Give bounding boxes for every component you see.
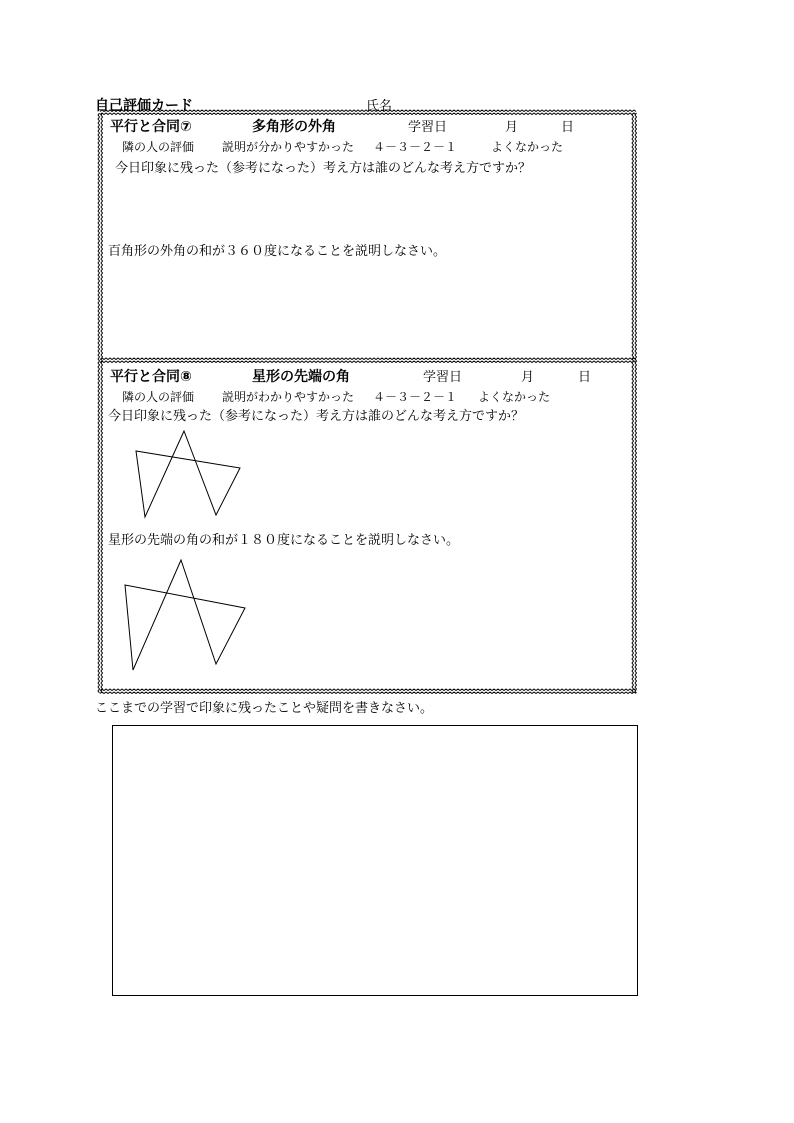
frame-right-wave bbox=[632, 113, 637, 693]
reflection-answer-box[interactable] bbox=[112, 725, 638, 996]
peer-eval-label-7: 隣の人の評価 bbox=[122, 140, 195, 154]
bad-label-8: よくなかった bbox=[478, 390, 551, 404]
reflection-prompt: ここまでの学習で印象に残ったことや疑問を書きなさい。 bbox=[95, 701, 434, 716]
topic-title-8: 星形の先端の角 bbox=[252, 369, 350, 385]
question-8: 今日印象に残った（参考になった）考え方は誰のどんな考え方ですか？ bbox=[108, 409, 525, 424]
star-diagram-1 bbox=[136, 431, 240, 517]
lesson-title-8: 平行と合同⑧ bbox=[110, 369, 192, 385]
bad-label-7: よくなかった bbox=[491, 140, 564, 154]
task-7: 百角形の外角の和が３６０度になることを説明しなさい。 bbox=[108, 244, 447, 259]
rating-scale-8: ４－３－２－１ bbox=[373, 390, 458, 404]
frame-bottom-wave bbox=[100, 689, 636, 694]
question-7: 今日印象に残った（参考になった）考え方は誰のどんな考え方ですか？ bbox=[115, 161, 532, 176]
date-label-8: 学習日 bbox=[423, 370, 463, 385]
peer-eval-label-8: 隣の人の評価 bbox=[122, 390, 195, 404]
task-8: 星形の先端の角の和が１８０度になることを説明しなさい。 bbox=[108, 533, 460, 548]
star-diagram-2 bbox=[125, 560, 245, 670]
month-label-8: 月 bbox=[521, 370, 535, 385]
month-label-7: 月 bbox=[505, 120, 519, 135]
good-label-7: 説明が分かりやすかった bbox=[222, 140, 355, 154]
rating-scale-7: ４－３－２－１ bbox=[373, 140, 458, 154]
name-label: 氏名 bbox=[366, 99, 393, 114]
good-label-8: 説明がわかりやすかった bbox=[222, 390, 355, 404]
day-label-8: 日 bbox=[578, 370, 592, 385]
lesson-title-7: 平行と合同⑦ bbox=[110, 119, 192, 135]
frame-middle-wave bbox=[100, 358, 636, 363]
frame-left-wave bbox=[98, 113, 103, 693]
topic-title-7: 多角形の外角 bbox=[252, 119, 336, 135]
day-label-7: 日 bbox=[561, 120, 575, 135]
card-title: 自己評価カード bbox=[95, 98, 193, 114]
date-label-7: 学習日 bbox=[408, 120, 448, 135]
